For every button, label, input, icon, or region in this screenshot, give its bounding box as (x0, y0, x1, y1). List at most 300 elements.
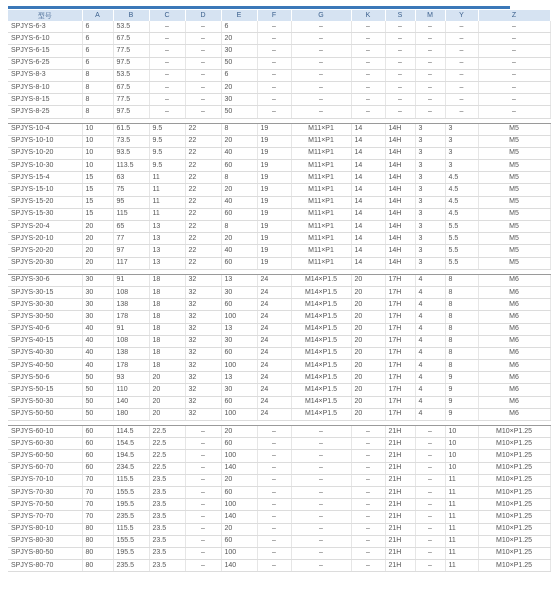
value-cell: 77 (113, 233, 149, 245)
value-cell: 73.5 (113, 135, 149, 147)
value-cell: 14 (351, 135, 385, 147)
column-header: Y (445, 10, 478, 21)
value-cell: 20 (351, 396, 385, 408)
value-cell: – (185, 474, 221, 486)
value-cell: 32 (185, 408, 221, 420)
value-cell: 22 (185, 221, 221, 233)
value-cell: 10 (82, 160, 113, 172)
value-cell: – (257, 33, 291, 45)
value-cell: 23.5 (149, 474, 185, 486)
value-cell: – (149, 69, 185, 81)
value-cell: 30 (221, 45, 257, 57)
value-cell: – (445, 106, 478, 118)
value-cell: 4 (415, 372, 445, 384)
value-cell: 3 (445, 135, 478, 147)
value-cell: 14H (385, 233, 415, 245)
value-cell: M10×P1.25 (478, 474, 550, 486)
value-cell: 235.5 (113, 511, 149, 523)
value-cell: – (291, 486, 351, 498)
value-cell: 10 (82, 135, 113, 147)
value-cell: – (185, 426, 221, 438)
value-cell: 20 (351, 274, 385, 286)
value-cell: 23.5 (149, 535, 185, 547)
value-cell: 14H (385, 208, 415, 220)
value-cell: 22 (185, 184, 221, 196)
value-cell: – (415, 474, 445, 486)
table-row (8, 347, 550, 359)
value-cell: 32 (185, 372, 221, 384)
value-cell: – (385, 57, 415, 69)
value-cell: 100 (221, 311, 257, 323)
value-cell: 3 (415, 123, 445, 135)
value-cell: 8 (82, 81, 113, 93)
value-cell: – (478, 81, 550, 93)
value-cell: – (291, 535, 351, 547)
value-cell: – (478, 69, 550, 81)
table-row (8, 438, 550, 450)
value-cell: – (257, 21, 291, 33)
value-cell: 15 (82, 184, 113, 196)
value-cell: – (291, 462, 351, 474)
value-cell: 60 (221, 160, 257, 172)
value-cell: 3 (415, 147, 445, 159)
value-cell: M14×P1.5 (291, 286, 351, 298)
model-cell: SPJYS-15-10 (8, 184, 82, 196)
value-cell: M14×P1.5 (291, 347, 351, 359)
value-cell: M6 (478, 347, 550, 359)
value-cell: 8 (445, 360, 478, 372)
value-cell: 20 (351, 347, 385, 359)
value-cell: – (415, 45, 445, 57)
value-cell: 17H (385, 323, 415, 335)
table-row (8, 94, 550, 106)
value-cell: 140 (113, 396, 149, 408)
value-cell: 108 (113, 335, 149, 347)
value-cell: 60 (82, 462, 113, 474)
value-cell: 10 (82, 147, 113, 159)
value-cell: – (351, 511, 385, 523)
model-cell: SPJYS-6-15 (8, 45, 82, 57)
model-cell: SPJYS-80-70 (8, 560, 82, 572)
value-cell: – (185, 450, 221, 462)
value-cell: 19 (257, 123, 291, 135)
value-cell: 6 (82, 57, 113, 69)
value-cell: 50 (82, 396, 113, 408)
value-cell: – (291, 33, 351, 45)
spec-table (8, 10, 551, 572)
value-cell: 20 (351, 286, 385, 298)
value-cell: 10 (445, 462, 478, 474)
value-cell: – (291, 81, 351, 93)
model-cell: SPJYS-8-25 (8, 106, 82, 118)
value-cell: 4.5 (445, 196, 478, 208)
value-cell: – (257, 474, 291, 486)
value-cell: – (185, 560, 221, 572)
table-row (8, 123, 550, 135)
model-cell: SPJYS-40-15 (8, 335, 82, 347)
value-cell: – (351, 523, 385, 535)
value-cell: – (351, 547, 385, 559)
value-cell: 93 (113, 372, 149, 384)
value-cell: 24 (257, 299, 291, 311)
value-cell: – (415, 57, 445, 69)
value-cell: 32 (185, 286, 221, 298)
value-cell: 13 (149, 233, 185, 245)
table-row (8, 396, 550, 408)
value-cell: 11 (149, 172, 185, 184)
value-cell: – (257, 106, 291, 118)
model-cell: SPJYS-80-30 (8, 535, 82, 547)
value-cell: 13 (221, 372, 257, 384)
value-cell: 23.5 (149, 486, 185, 498)
value-cell: 3 (415, 257, 445, 269)
value-cell: – (291, 69, 351, 81)
value-cell: M11×P1 (291, 196, 351, 208)
value-cell: 8 (221, 172, 257, 184)
value-cell: M14×P1.5 (291, 274, 351, 286)
value-cell: – (351, 438, 385, 450)
model-cell: SPJYS-40-6 (8, 323, 82, 335)
value-cell: – (257, 426, 291, 438)
value-cell: 9.5 (149, 147, 185, 159)
value-cell: – (257, 81, 291, 93)
value-cell: 8 (445, 274, 478, 286)
value-cell: 10 (445, 450, 478, 462)
spec-table-container (8, 6, 532, 572)
value-cell: 4.5 (445, 184, 478, 196)
value-cell: – (415, 560, 445, 572)
table-row (8, 511, 550, 523)
model-cell: SPJYS-70-10 (8, 474, 82, 486)
value-cell: 21H (385, 511, 415, 523)
value-cell: 80 (82, 547, 113, 559)
value-cell: – (291, 426, 351, 438)
value-cell: – (185, 547, 221, 559)
value-cell: – (415, 547, 445, 559)
value-cell: M10×P1.25 (478, 486, 550, 498)
model-cell: SPJYS-50-6 (8, 372, 82, 384)
value-cell: 17H (385, 286, 415, 298)
value-cell: – (257, 499, 291, 511)
value-cell: – (257, 69, 291, 81)
value-cell: 91 (113, 274, 149, 286)
table-row (8, 184, 550, 196)
value-cell: 22.5 (149, 450, 185, 462)
value-cell: – (351, 81, 385, 93)
value-cell: 15 (82, 208, 113, 220)
value-cell: 80 (82, 523, 113, 535)
value-cell: M10×P1.25 (478, 523, 550, 535)
model-cell: SPJYS-60-10 (8, 426, 82, 438)
table-row (8, 257, 550, 269)
value-cell: – (291, 45, 351, 57)
value-cell: 22 (185, 123, 221, 135)
value-cell: 6 (221, 69, 257, 81)
model-cell: SPJYS-8-15 (8, 94, 82, 106)
column-header: M (415, 10, 445, 21)
value-cell: – (149, 81, 185, 93)
value-cell: – (415, 499, 445, 511)
model-cell: SPJYS-20-30 (8, 257, 82, 269)
value-cell: 15 (82, 196, 113, 208)
table-row (8, 499, 550, 511)
value-cell: 14 (351, 257, 385, 269)
value-cell: 4 (415, 384, 445, 396)
value-cell: 40 (82, 360, 113, 372)
table-row (8, 21, 550, 33)
value-cell: – (291, 450, 351, 462)
value-cell: 13 (149, 221, 185, 233)
column-header: K (351, 10, 385, 21)
value-cell: – (149, 94, 185, 106)
value-cell: – (185, 486, 221, 498)
value-cell: 77.5 (113, 45, 149, 57)
value-cell: 22 (185, 196, 221, 208)
value-cell: 67.5 (113, 33, 149, 45)
value-cell: 4 (415, 396, 445, 408)
value-cell: 3 (415, 196, 445, 208)
value-cell: 4 (415, 286, 445, 298)
value-cell: 21H (385, 450, 415, 462)
value-cell: – (185, 69, 221, 81)
value-cell: 40 (82, 335, 113, 347)
value-cell: – (385, 33, 415, 45)
value-cell: 40 (82, 323, 113, 335)
value-cell: – (149, 45, 185, 57)
value-cell: 32 (185, 274, 221, 286)
value-cell: 9.5 (149, 135, 185, 147)
column-header: G (291, 10, 351, 21)
value-cell: 91 (113, 323, 149, 335)
value-cell: 4 (415, 274, 445, 286)
model-cell: SPJYS-60-50 (8, 450, 82, 462)
value-cell: 140 (221, 511, 257, 523)
value-cell: 3 (445, 147, 478, 159)
model-cell: SPJYS-50-15 (8, 384, 82, 396)
model-cell: SPJYS-60-70 (8, 462, 82, 474)
value-cell: 17H (385, 408, 415, 420)
column-header: E (221, 10, 257, 21)
value-cell: 3 (415, 221, 445, 233)
value-cell: 13 (221, 323, 257, 335)
value-cell: 5.5 (445, 221, 478, 233)
value-cell: 18 (149, 347, 185, 359)
value-cell: 22 (185, 208, 221, 220)
value-cell: 21H (385, 462, 415, 474)
value-cell: 21H (385, 535, 415, 547)
value-cell: 32 (185, 311, 221, 323)
value-cell: 11 (445, 547, 478, 559)
value-cell: 20 (351, 311, 385, 323)
value-cell: 194.5 (113, 450, 149, 462)
value-cell: M11×P1 (291, 245, 351, 257)
value-cell: – (385, 81, 415, 93)
value-cell: 22 (185, 172, 221, 184)
value-cell: 22 (185, 245, 221, 257)
value-cell: M10×P1.25 (478, 560, 550, 572)
value-cell: M14×P1.5 (291, 311, 351, 323)
value-cell: 18 (149, 335, 185, 347)
value-cell: M11×P1 (291, 160, 351, 172)
value-cell: – (291, 499, 351, 511)
value-cell: – (257, 462, 291, 474)
value-cell: M6 (478, 396, 550, 408)
column-header: A (82, 10, 113, 21)
model-cell: SPJYS-20-4 (8, 221, 82, 233)
value-cell: M14×P1.5 (291, 299, 351, 311)
value-cell: 20 (351, 384, 385, 396)
value-cell: – (351, 474, 385, 486)
value-cell: 8 (82, 69, 113, 81)
model-cell: SPJYS-80-50 (8, 547, 82, 559)
value-cell: – (445, 69, 478, 81)
value-cell: – (415, 69, 445, 81)
value-cell: 21H (385, 486, 415, 498)
value-cell: 11 (149, 208, 185, 220)
value-cell: – (149, 21, 185, 33)
value-cell: 8 (82, 106, 113, 118)
value-cell: – (351, 94, 385, 106)
value-cell: 10 (82, 123, 113, 135)
table-row (8, 135, 550, 147)
value-cell: – (257, 57, 291, 69)
value-cell: – (415, 523, 445, 535)
value-cell: – (291, 21, 351, 33)
value-cell: 3 (445, 123, 478, 135)
value-cell: 3 (415, 184, 445, 196)
value-cell: 70 (82, 499, 113, 511)
value-cell: 32 (185, 335, 221, 347)
value-cell: 4.5 (445, 208, 478, 220)
value-cell: 117 (113, 257, 149, 269)
table-row (8, 106, 550, 118)
table-row (8, 196, 550, 208)
table-row (8, 311, 550, 323)
table-row (8, 172, 550, 184)
value-cell: 32 (185, 384, 221, 396)
table-row (8, 147, 550, 159)
value-cell: M10×P1.25 (478, 535, 550, 547)
model-cell: SPJYS-30-6 (8, 274, 82, 286)
value-cell: 14H (385, 184, 415, 196)
value-cell: – (291, 438, 351, 450)
value-cell: 24 (257, 347, 291, 359)
value-cell: 14 (351, 221, 385, 233)
value-cell: 21H (385, 547, 415, 559)
value-cell: – (351, 106, 385, 118)
model-cell: SPJYS-80-10 (8, 523, 82, 535)
value-cell: – (445, 21, 478, 33)
value-cell: 17H (385, 347, 415, 359)
value-cell: M5 (478, 245, 550, 257)
value-cell: 138 (113, 299, 149, 311)
value-cell: 20 (221, 81, 257, 93)
value-cell: 67.5 (113, 81, 149, 93)
value-cell: 11 (445, 499, 478, 511)
model-cell: SPJYS-30-30 (8, 299, 82, 311)
value-cell: M5 (478, 221, 550, 233)
value-cell: 20 (82, 257, 113, 269)
value-cell: 40 (82, 347, 113, 359)
value-cell: – (149, 57, 185, 69)
model-cell: SPJYS-70-50 (8, 499, 82, 511)
value-cell: – (185, 535, 221, 547)
value-cell: 60 (221, 299, 257, 311)
value-cell: 22 (185, 147, 221, 159)
value-cell: M6 (478, 372, 550, 384)
value-cell: 22 (185, 135, 221, 147)
value-cell: 9 (445, 408, 478, 420)
value-cell: 20 (149, 384, 185, 396)
model-cell: SPJYS-50-50 (8, 408, 82, 420)
value-cell: 80 (82, 560, 113, 572)
value-cell: 155.5 (113, 535, 149, 547)
value-cell: 19 (257, 172, 291, 184)
value-cell: M6 (478, 286, 550, 298)
value-cell: – (445, 94, 478, 106)
value-cell: – (415, 426, 445, 438)
value-cell: M14×P1.5 (291, 360, 351, 372)
value-cell: 11 (445, 535, 478, 547)
value-cell: 50 (221, 106, 257, 118)
value-cell: 20 (82, 221, 113, 233)
model-cell: SPJYS-50-30 (8, 396, 82, 408)
value-cell: M10×P1.25 (478, 511, 550, 523)
model-cell: SPJYS-10-10 (8, 135, 82, 147)
value-cell: M10×P1.25 (478, 547, 550, 559)
value-cell: 180 (113, 408, 149, 420)
table-row (8, 450, 550, 462)
value-cell: 19 (257, 208, 291, 220)
value-cell: 60 (221, 486, 257, 498)
value-cell: 3 (415, 172, 445, 184)
model-cell: SPJYS-8-10 (8, 81, 82, 93)
value-cell: M11×P1 (291, 233, 351, 245)
value-cell: – (257, 94, 291, 106)
value-cell: 30 (82, 311, 113, 323)
value-cell: 24 (257, 286, 291, 298)
value-cell: 19 (257, 245, 291, 257)
value-cell: 19 (257, 147, 291, 159)
value-cell: 20 (221, 426, 257, 438)
table-row (8, 45, 550, 57)
value-cell: 3 (415, 135, 445, 147)
value-cell: 100 (221, 408, 257, 420)
value-cell: M11×P1 (291, 221, 351, 233)
value-cell: 115 (113, 208, 149, 220)
value-cell: 60 (82, 450, 113, 462)
value-cell: 100 (221, 450, 257, 462)
value-cell: 14H (385, 245, 415, 257)
value-cell: – (351, 486, 385, 498)
value-cell: 20 (351, 372, 385, 384)
value-cell: – (185, 438, 221, 450)
value-cell: 30 (221, 286, 257, 298)
model-cell: SPJYS-15-30 (8, 208, 82, 220)
table-row (8, 245, 550, 257)
table-row (8, 372, 550, 384)
value-cell: – (351, 69, 385, 81)
value-cell: 13 (149, 245, 185, 257)
value-cell: 21H (385, 560, 415, 572)
value-cell: – (415, 511, 445, 523)
value-cell: 97 (113, 245, 149, 257)
table-row (8, 474, 550, 486)
value-cell: 70 (82, 511, 113, 523)
table-row (8, 221, 550, 233)
table-row (8, 335, 550, 347)
value-cell: 19 (257, 135, 291, 147)
